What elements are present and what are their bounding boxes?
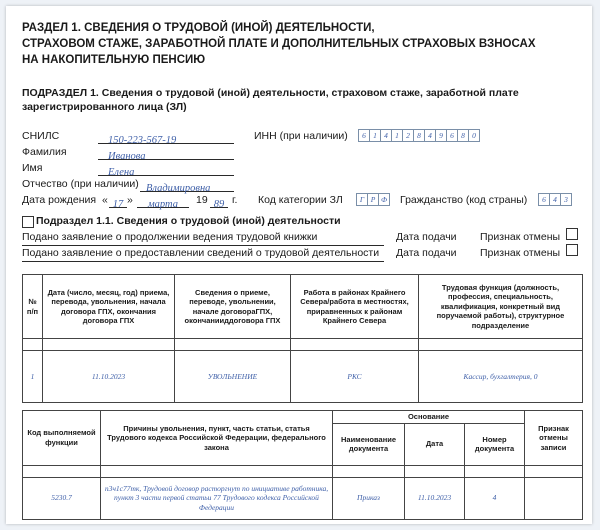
dob-day-field[interactable] bbox=[109, 194, 127, 208]
inn-digit: 1 bbox=[370, 129, 381, 142]
inn-digit: 0 bbox=[469, 129, 480, 142]
col-doc-date: Дата bbox=[405, 423, 465, 465]
col-cancel-record: Признак отмены записи bbox=[525, 411, 583, 466]
dob-quote-open: « bbox=[102, 194, 108, 206]
cancel-label: Признак отмены bbox=[480, 247, 561, 259]
cell-number: 1 bbox=[23, 351, 43, 403]
snils-value: 150-223-567-19 bbox=[108, 135, 177, 146]
col-doc-name: Наименование документа bbox=[333, 423, 405, 465]
category-cells[interactable] bbox=[356, 193, 390, 205]
col-date: Дата (число, месяц, год) приема, перевода, увольнения, начала договора ГПХ, окончания договора ГПХ bbox=[43, 275, 175, 339]
firstname-field[interactable] bbox=[98, 162, 234, 176]
col-doc-number: Номер документа bbox=[465, 423, 525, 465]
table-row bbox=[23, 351, 583, 403]
inn-digit: 1 bbox=[392, 129, 403, 142]
section-title bbox=[22, 20, 582, 68]
lastname-field[interactable] bbox=[98, 146, 234, 160]
patronymic-value: Владимировна bbox=[146, 183, 211, 194]
inn-label: ИНН (при наличии) bbox=[254, 130, 348, 142]
col-north: Работа в районах Крайнего Севера/работа в местностях, приравненных к районам Крайнего Севера bbox=[291, 275, 419, 339]
col-reasons: Причины увольнения, пункт, часть статьи, статья Трудового кодекса Российской Федерации, федерального закона bbox=[101, 411, 333, 466]
divider bbox=[22, 245, 384, 246]
table-spacer-row bbox=[23, 339, 583, 351]
citizenship-digit: 6 bbox=[538, 193, 550, 206]
cell-doc-name: Приказ bbox=[333, 477, 405, 519]
citizenship-digit: 4 bbox=[550, 193, 561, 206]
dob-day: 17 bbox=[112, 199, 124, 210]
patronymic-label: Отчество (при наличии) bbox=[22, 178, 139, 190]
snils-label: СНИЛС bbox=[22, 130, 60, 142]
lastname-label: Фамилия bbox=[22, 146, 67, 158]
inn-cells[interactable] bbox=[358, 129, 480, 141]
inn-digit: 4 bbox=[381, 129, 392, 142]
inn-digit: 8 bbox=[414, 129, 425, 142]
firstname-value: Елена bbox=[108, 167, 135, 178]
activity-table bbox=[22, 274, 583, 403]
col-group-basis: Основание bbox=[333, 411, 525, 424]
inn-digit: 4 bbox=[425, 129, 436, 142]
cancel-checkbox[interactable] bbox=[566, 228, 578, 240]
cell-reason: п3ч1с77тк, Трудовой договор расторгнут по инициативе работника, пункт 3 части первой статьи 77 Трудового кодекса Российской Федерации bbox=[101, 477, 333, 519]
section-title-line: СТРАХОВОМ СТАЖЕ, ЗАРАБОТНОЙ ПЛАТЕ И ДОПОЛНИТЕЛЬНЫХ СТРАХОВЫХ ВЗНОСАХ bbox=[22, 38, 536, 50]
dismissal-table bbox=[22, 410, 583, 520]
cancel-label: Признак отмены bbox=[480, 231, 561, 243]
form-page bbox=[6, 6, 592, 524]
firstname-label: Имя bbox=[22, 162, 43, 174]
cell-date: 11.10.2023 bbox=[43, 351, 175, 403]
subsection-title bbox=[22, 86, 582, 114]
table-row bbox=[23, 477, 583, 519]
col-function: Трудовая функция (должность, профессия, специальность, квалификация, конкретный вид поручаемой работы), структурное подразделение bbox=[419, 275, 583, 339]
category-char: Г bbox=[356, 193, 368, 206]
snils-field[interactable] bbox=[98, 130, 234, 144]
table-header-row bbox=[23, 275, 583, 339]
dob-year-field[interactable] bbox=[210, 194, 228, 208]
citizenship-digit: 3 bbox=[561, 193, 572, 206]
category-label: Код категории ЗЛ bbox=[258, 194, 343, 206]
inn-digit: 9 bbox=[436, 129, 447, 142]
cell-doc-number: 4 bbox=[465, 477, 525, 519]
dob-year-suffix: г. bbox=[232, 194, 238, 206]
divider bbox=[22, 261, 384, 262]
dob-year: 89 bbox=[213, 199, 225, 210]
table-header-row bbox=[23, 411, 583, 424]
dob-century: 19 bbox=[196, 194, 208, 206]
patronymic-field[interactable] bbox=[140, 178, 234, 192]
subsection-1-1-title: Подраздел 1.1. Сведения о трудовой (иной) деятельности bbox=[36, 215, 341, 227]
subsection-title-line: ПОДРАЗДЕЛ 1. Сведения о трудовой (иной) деятельности, страховом стаже, заработной плате bbox=[22, 87, 519, 99]
dob-quote-close: » bbox=[127, 194, 133, 206]
col-function-code: Код выполняемой функции bbox=[23, 411, 101, 466]
inn-digit: 8 bbox=[458, 129, 469, 142]
category-char: Р bbox=[368, 193, 379, 206]
table-spacer-row bbox=[23, 465, 583, 477]
col-event: Сведения о приеме, переводе, увольнении, начале договораГПХ, окончанииддоговора ГПХ bbox=[175, 275, 291, 339]
col-number: № п/п bbox=[23, 275, 43, 339]
section-title-line: НА НАКОПИТЕЛЬНУЮ ПЕНСИЮ bbox=[22, 54, 206, 66]
cell-function-code: 5230.7 bbox=[23, 477, 101, 519]
cell-event: УВОЛЬНЕНИЕ bbox=[175, 351, 291, 403]
cancel-checkbox[interactable] bbox=[566, 244, 578, 256]
cell-north: РКС bbox=[291, 351, 419, 403]
continue-book-text: Подано заявление о продолжении ведения трудовой книжки bbox=[22, 231, 318, 243]
cell-cancel-record bbox=[525, 477, 583, 519]
dob-label: Дата рождения bbox=[22, 194, 97, 206]
lastname-value: Иванова bbox=[108, 151, 146, 162]
section-title-line: РАЗДЕЛ 1. СВЕДЕНИЯ О ТРУДОВОЙ (ИНОЙ) ДЕЯТЕЛЬНОСТИ, bbox=[22, 22, 375, 34]
cell-function: Кассир, бухгалтерия, 0 bbox=[419, 351, 583, 403]
inn-digit: 6 bbox=[447, 129, 458, 142]
subsection-checkbox[interactable] bbox=[22, 216, 34, 228]
inn-digit: 6 bbox=[358, 129, 370, 142]
citizenship-label: Гражданство (код страны) bbox=[400, 194, 528, 206]
category-char: Ф bbox=[379, 193, 390, 206]
inn-digit: 2 bbox=[403, 129, 414, 142]
dob-month-field[interactable] bbox=[137, 194, 189, 208]
submit-date-label: Дата подачи bbox=[396, 231, 457, 243]
cell-doc-date: 11.10.2023 bbox=[405, 477, 465, 519]
citizenship-cells[interactable] bbox=[538, 193, 572, 205]
dob-month: марта bbox=[147, 199, 179, 210]
provide-info-text: Подано заявление о предоставлении сведений о трудовой деятельности bbox=[22, 247, 380, 259]
submit-date-label: Дата подачи bbox=[396, 247, 457, 259]
subsection-title-line: зарегистрированного лица (ЗЛ) bbox=[22, 101, 187, 113]
